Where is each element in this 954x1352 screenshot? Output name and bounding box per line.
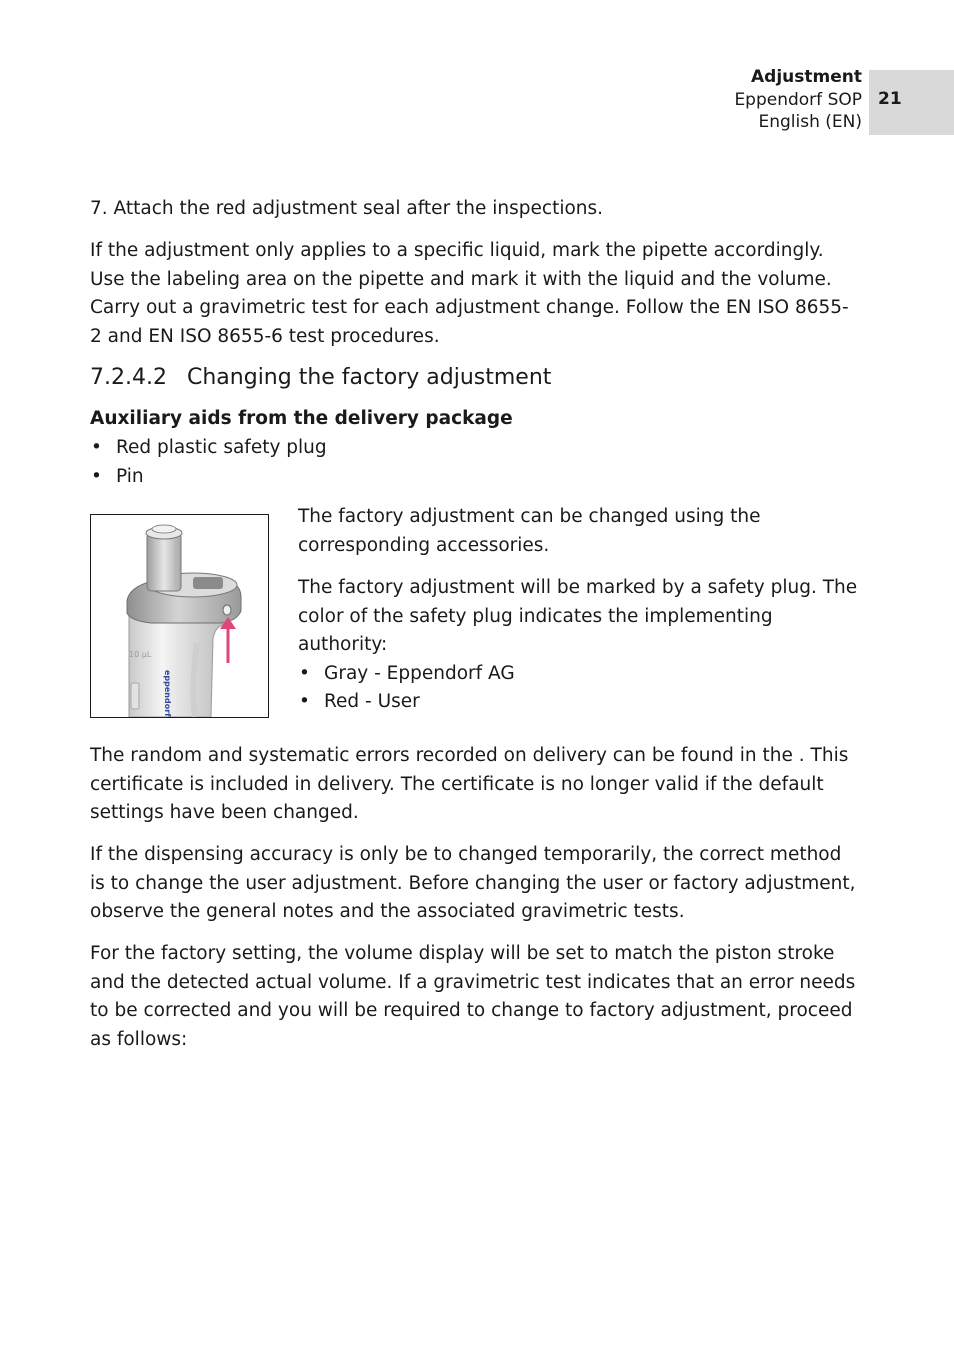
list-item: • Gray - Eppendorf AG [298,660,858,689]
list-item: • Red - User [298,688,858,717]
paragraph-factory-setting: For the factory setting, the volume display will be set to match the piston stroke and the detected actual volume. If a gravimetric test indicates that an error needs to be corrected and you will be required to change to factory adjustment, proceed as follows: [90,943,856,1050]
aux-aids-list [90,434,860,491]
plunger-shaft [147,533,181,591]
list-item: • Red plastic safety plug [90,434,860,463]
pipette-safety-plug-figure [90,514,269,718]
plunger-cap-top [152,525,176,533]
collar-window [193,577,223,589]
paragraph-temporary-change: If the dispensing accuracy is only be to changed temporarily, the correct method is to change the user adjustment. Before changing the user or factory adjustment, observe the general notes and the associated gravimetric tests. [90,844,856,922]
header-section: Adjustment [751,67,862,87]
header-document: Eppendorf SOP [734,89,862,110]
section-number: 7.2.4.2 [90,365,167,390]
running-header [734,66,862,134]
pipette-grip-ridge [193,643,197,717]
page-number: 21 [869,70,954,135]
safety-plug-hole [223,605,231,615]
brand-label: eppendorf [163,670,172,717]
header-language: English (EN) [758,112,862,132]
section-title: Changing the factory adjustment [187,365,552,390]
paragraph-certificate: The random and systematic errors recorded on delivery can be found in the . This certificate is included in delivery. The certificate is no longer valid if the default settings have been changed. [90,745,849,823]
volume-label: 10 µL [129,650,152,659]
paragraph-specific-liquid: If the adjustment only applies to a specific liquid, mark the pipette accordingly. Use the labeling area on the pipette and mark it with the liquid and the volume. Carry out a gravimetric test for each adjustment change. Follow the EN ISO 8655-2 and EN ISO 8655-6 test procedures. [90,240,849,347]
pipette-illustration [91,515,268,717]
list-item: • Pin [90,463,860,492]
aux-aids-title: Auxiliary aids from the delivery package [90,408,513,429]
step-7: 7. Attach the red adjustment seal after the inspections. [90,198,604,219]
section-heading [90,363,551,393]
plug-color-list [298,660,858,717]
paragraph-safety-plug: The factory adjustment will be marked by a safety plug. The color of the safety plug indicates the implementing authority: [298,577,858,655]
paragraph-accessories: The factory adjustment can be changed using the corresponding accessories. [298,506,761,556]
figure-side-text [298,503,858,717]
